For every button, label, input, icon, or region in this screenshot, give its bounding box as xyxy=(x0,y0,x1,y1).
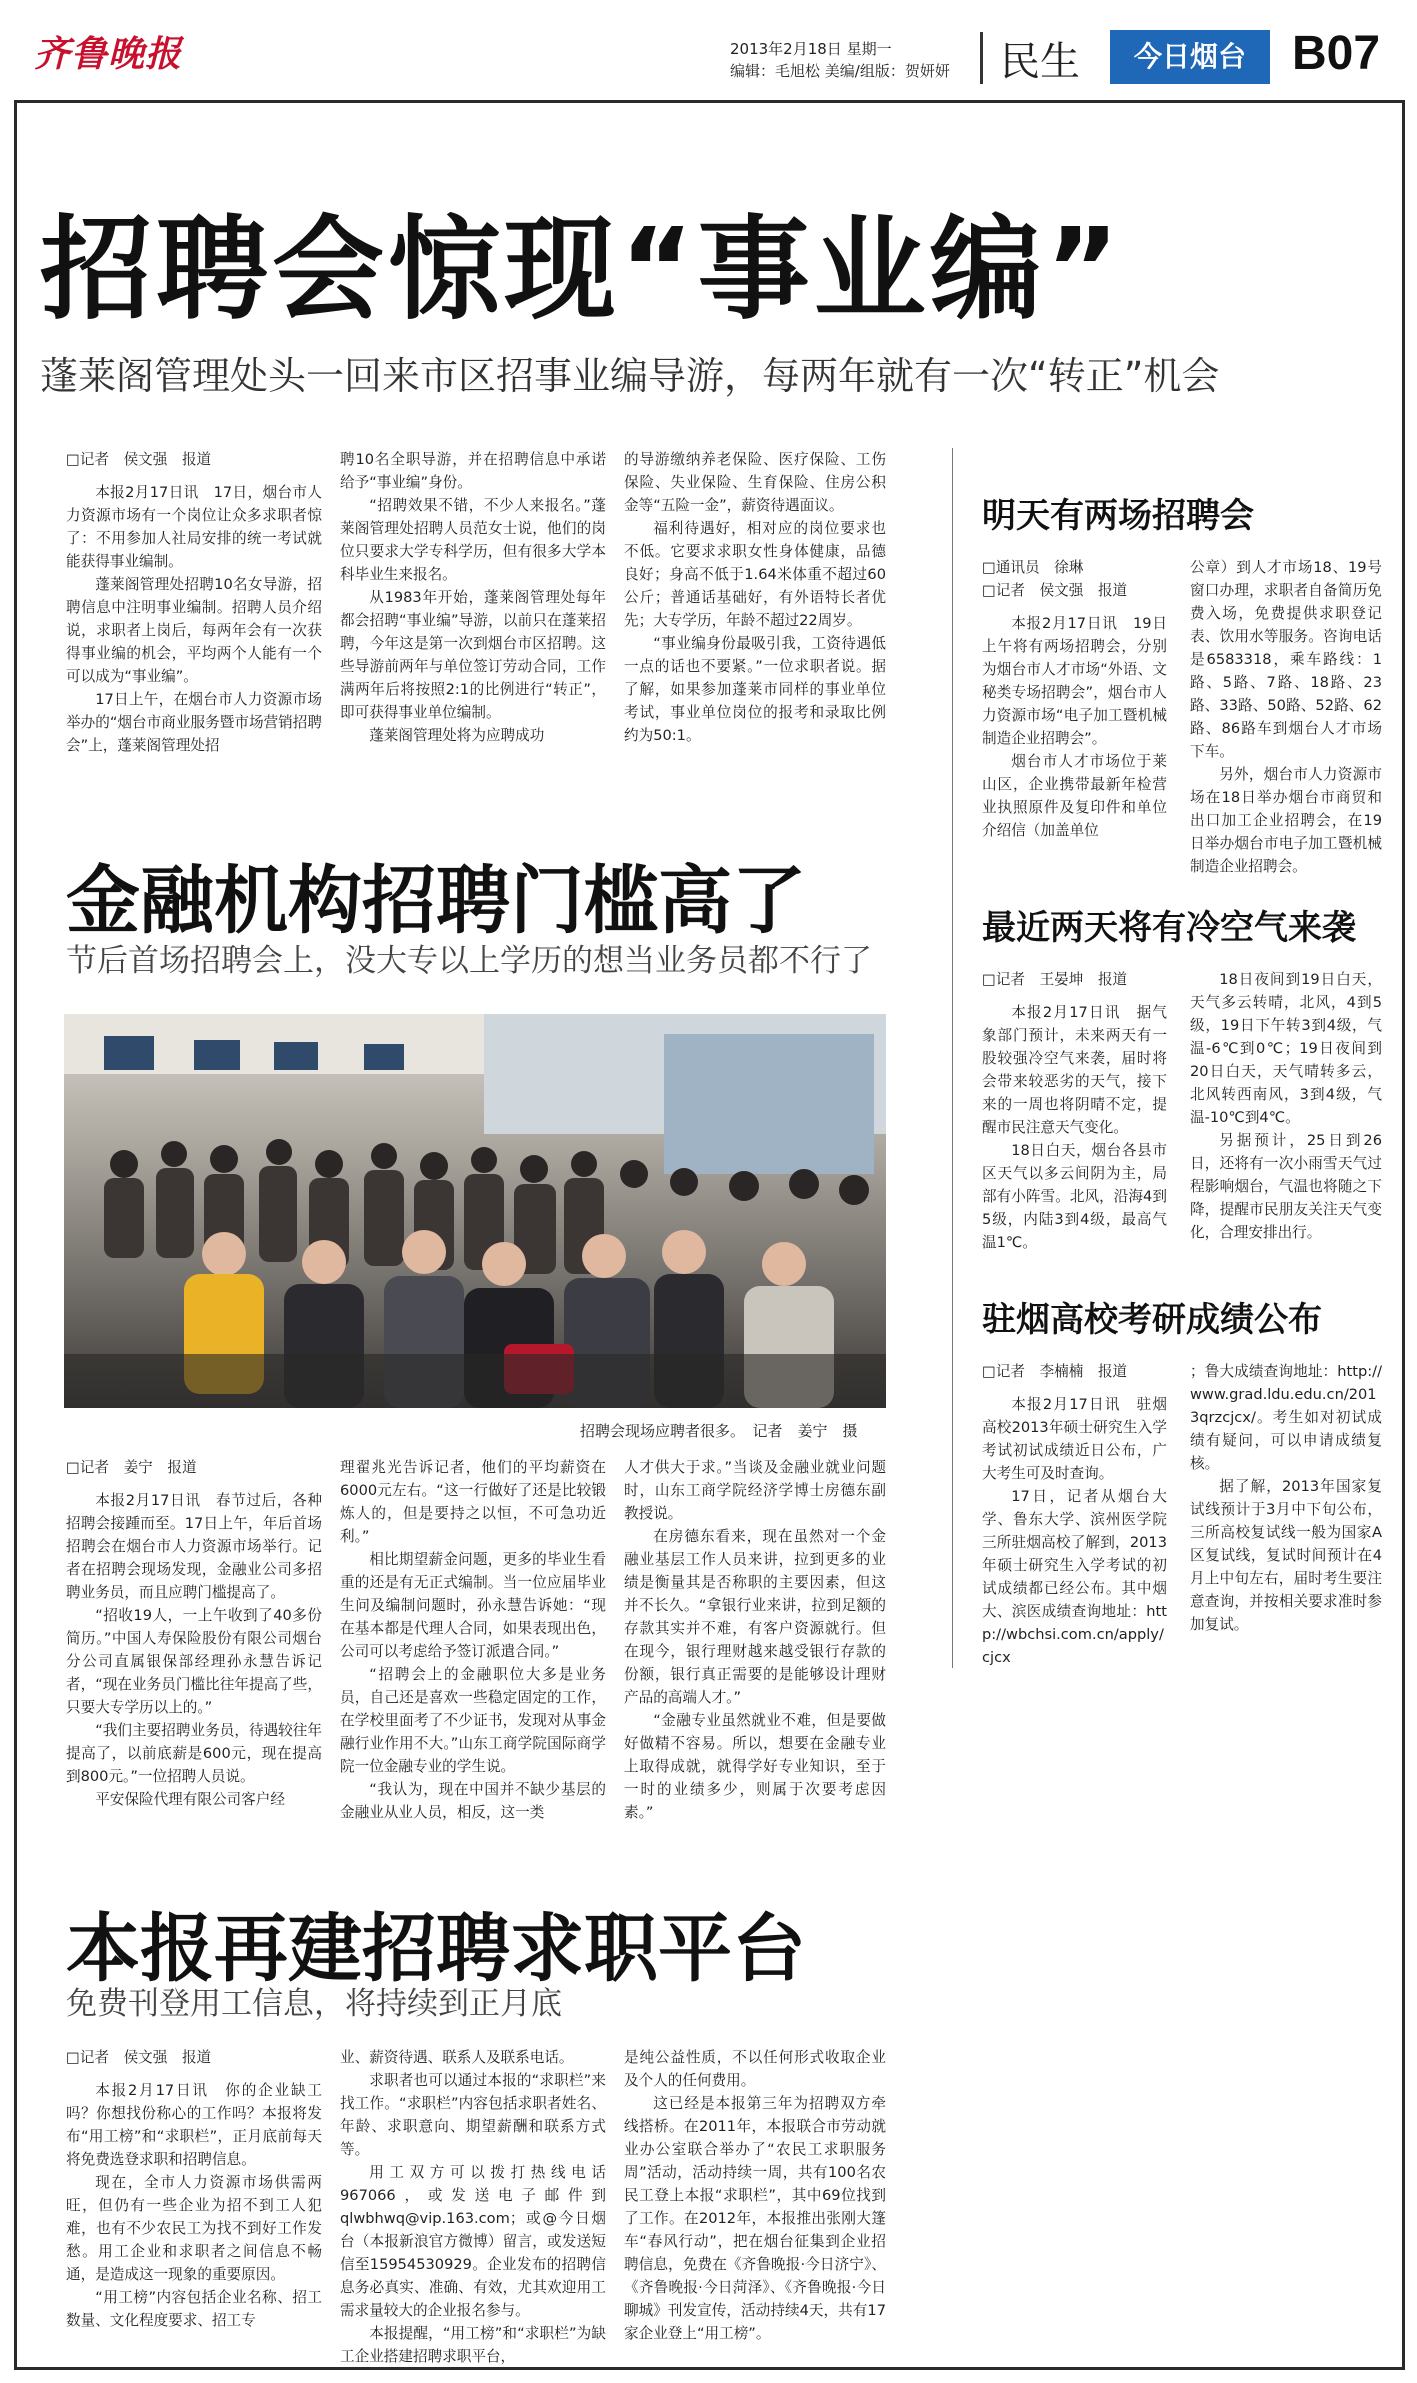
lead-subheadline: 蓬莱阁管理处头一回来市区招事业编导游，每两年就有一次“转正”机会 xyxy=(40,354,1220,398)
exam-column-1 xyxy=(982,1360,1167,1666)
newspaper-logo: 齐鲁晚报 xyxy=(34,33,183,75)
paragraph: 本报2月17日讯 据气象部门预计，未来两天有一股较强冷空气来袭，届时将会带来较恶劣的天气，接下来的一周也将阴晴不定，提醒市民注意天气变化。 xyxy=(982,1004,1167,1136)
section-name: 民生 xyxy=(1000,39,1080,85)
weather-column-2 xyxy=(1190,968,1382,1268)
photo-caption: 招聘会现场应聘者很多。 记者 姜宁 摄 xyxy=(580,1422,858,1440)
finance-column-1 xyxy=(66,1456,322,1846)
paragraph: 烟台市人才市场位于莱山区，企业携带最新年检营业执照原件及复印件和单位介绍信（加盖单位 xyxy=(982,753,1167,839)
fairs-column-2 xyxy=(1190,556,1382,875)
header-divider xyxy=(980,32,983,84)
job-fair-photo xyxy=(64,1014,886,1408)
byline: □记者 侯文强 报道 xyxy=(982,582,1128,599)
paragraph: “我认为，现在中国并不缺少基层的金融业从业人员，相反，这一类 xyxy=(340,1781,606,1821)
paragraph: 现在，全市人力资源市场供需两旺，但仍有一些企业为招不到工人犯难，也有不少农民工为找不到好工作发愁。用工企业和求职者之间信息不畅通，是造成这一现象的重要原因。 xyxy=(66,2174,322,2283)
paragraph: 求职者也可以通过本报的“求职栏”来找工作。“求职栏”内容包括求职者姓名、年龄、求职意向、期望薪酬和联系方式等。 xyxy=(340,2072,606,2158)
byline: □记者 侯文强 报道 xyxy=(66,2049,212,2066)
byline: □记者 李楠楠 报道 xyxy=(982,1363,1128,1380)
finance-headline: 金融机构招聘门槛高了 xyxy=(66,858,806,944)
weather-column-1 xyxy=(982,968,1167,1268)
paragraph: “招收19人，一上午收到了40多份简历。”中国人寿保险股份有限公司烟台分公司直属银保部经理孙永慧告诉记者，“现在业务员门槛比往年提高了些，只要大专学历以上的。” xyxy=(66,1607,322,1716)
paragraph: ；鲁大成绩查询地址：http://www.grad.ldu.edu.cn/2013qrzcjcx/。考生如对初试成绩有疑问，可以申请成绩复核。 xyxy=(1190,1363,1382,1472)
editor-credit: 编辑：毛旭松 美编/组版：贺妍妍 xyxy=(730,62,950,80)
paragraph: “用工榜”内容包括企业名称、招工数量、文化程度要求、招工专 xyxy=(66,2289,322,2329)
paragraph: 公章）到人才市场18、19号窗口办理，求职者自备简历免费入场，免费提供求职登记表、饮用水等服务。咨询电话是6583318，乘车路线：1路、5路、7路、18路、23路、33路、50路、52路、62路、86路车到烟台人才市场下车。 xyxy=(1190,559,1382,760)
finance-column-3 xyxy=(624,1456,886,1846)
paragraph: 在房德东看来，现在虽然对一个金融业基层工作人员来讲，拉到更多的业绩是衡量其是否称职的主要因素，但这并不长久。“拿银行业来讲，拉到足额的存款其实并不难，有客户资源就行。但在现今，银行理财越来越受银行存款的份额，银行真正需要的是能够设计理财产品的高端人才。” xyxy=(624,1528,886,1706)
lead-column-3 xyxy=(624,448,886,784)
byline: □通讯员 徐琳 xyxy=(982,559,1084,576)
paragraph: 理翟兆光告诉记者，他们的平均薪资在6000元左右。“这一行做好了还是比较锻炼人的，但是要持之以恒，不可急功近利。” xyxy=(340,1459,606,1545)
paragraph: 本报2月17日讯 19日上午将有两场招聘会，分别为烟台市人才市场“外语、文秘类专场招聘会”，烟台市人力资源市场“电子加工暨机械制造企业招聘会”。 xyxy=(982,615,1167,747)
byline: □记者 王晏坤 报道 xyxy=(982,971,1128,988)
platform-subheadline: 免费刊登用工信息，将持续到正月底 xyxy=(66,1986,562,2022)
paragraph: 从1983年开始，蓬莱阁管理处每年都会招聘“事业编”导游，以前只在蓬莱招聘，今年这是第一次到烟台市区招聘。这些导游前两年与单位签订劳动合同，工作满两年后将按照2:1的比例进行“转正”，即可获得事业单位编制。 xyxy=(340,589,606,721)
platform-headline: 本报再建招聘求职平台 xyxy=(66,1906,806,1992)
paragraph: 聘10名全职导游，并在招聘信息中承诺给予“事业编”身份。 xyxy=(340,451,606,491)
finance-subheadline: 节后首场招聘会上，没大专以上学历的想当业务员都不行了 xyxy=(66,943,872,979)
paragraph: 是纯公益性质，不以任何形式收取企业及个人的任何费用。 xyxy=(624,2049,886,2089)
section-tag: 今日烟台 xyxy=(1110,30,1270,84)
platform-column-2 xyxy=(340,2046,606,2365)
paragraph: 另据预计，25日到26日，还将有一次小雨雪天气过程影响烟台，气温也将随之下降，提醒市民朋友关注天气变化，合理安排出行。 xyxy=(1190,1132,1382,1241)
paragraph: 福利待遇好，相对应的岗位要求也不低。它要求求职女性身体健康，品德良好；身高不低于1.64米体重不超过60公斤；普通话基础好，有外语特长者优先；大专学历，年龄不超过22周岁。 xyxy=(624,520,886,629)
lead-headline: 招聘会惊现“事业编” xyxy=(40,205,1124,335)
finance-column-2 xyxy=(340,1456,606,1846)
paragraph: 另外，烟台市人力资源市场在18日举办烟台市商贸和出口加工企业招聘会，在19日举办烟台市电子加工暨机械制造企业招聘会。 xyxy=(1190,766,1382,875)
paragraph: 本报2月17日讯 春节过后，各种招聘会接踵而至。17日上午，年后首场招聘会在烟台市人力资源市场举行。记者在招聘会现场发现，金融业公司多招聘业务员，而且应聘门槛提高了。 xyxy=(66,1492,322,1601)
lead-column-1 xyxy=(66,448,322,784)
paragraph: 的导游缴纳养老保险、医疗保险、工伤保险、失业保险、生育保险、住房公积金等“五险一金”，薪资待遇面议。 xyxy=(624,451,886,514)
paragraph: 平安保险代理有限公司客户经 xyxy=(95,1791,285,1808)
paragraph: “金融专业虽然就业不难，但是要做好做精不容易。所以，想要在金融专业上取得成就，就得学好专业知识，至于一时的业绩多少，则属于次要考虑因素。” xyxy=(624,1712,886,1821)
column-divider xyxy=(952,448,953,1668)
byline: □记者 侯文强 报道 xyxy=(66,451,212,468)
paragraph: 18日夜间到19日白天，天气多云转晴，北风，4到5级，19日下午转3到4级，气温-6℃到0℃；19日夜间到20日白天，天气晴转多云，北风转西南风，3到4级，气温-10℃到4℃。 xyxy=(1190,971,1382,1126)
paragraph: 这已经是本报第三年为招聘双方牵线搭桥。在2011年，本报联合市劳动就业办公室联合举办了“农民工求职服务周”活动，活动持续一周，共有100名农民工登上本报“求职栏”，其中69位找到了工作。在2012年，本报推出张刚大篷车“春风行动”，把在烟台征集到企业招聘信息，免费在《齐鲁晚报·今日济宁》、《齐鲁晚报·今日菏泽》、《齐鲁晚报·今日聊城》刊发宣传，活动持续4天，共有17家企业登上“用工榜”。 xyxy=(624,2095,886,2342)
paragraph: 据了解，2013年国家复试线预计于3月中下旬公布，三所高校复试线一般为国家A区复试线，复试时间预计在4月上中旬左右，届时考生要注意查询，并按相关要求准时参加复试。 xyxy=(1190,1478,1382,1633)
header-meta xyxy=(730,38,950,82)
paragraph: 相比期望薪金问题，更多的毕业生看重的还是有无正式编制。当一位应届毕业生问及编制问题时，孙永慧告诉她：“现在基本都是代理人合同，如果表现出色，公司可以考虑给予签订派遣合同。” xyxy=(340,1551,606,1660)
crowd-photo-illustration xyxy=(64,1014,886,1408)
byline: □记者 姜宁 报道 xyxy=(66,1459,197,1476)
paragraph: “事业编身份最吸引我，工资待遇低一点的话也不要紧。”一位求职者说。据了解，如果参加蓬莱市同样的事业单位考试，事业单位岗位的报考和录取比例约为50:1。 xyxy=(624,635,886,744)
paragraph: 本报2月17日讯 驻烟高校2013年硕士研究生入学考试初试成绩近日公布，广大考生可及时查询。 xyxy=(982,1396,1167,1482)
lead-column-2 xyxy=(340,448,606,784)
paragraph: 18日白天，烟台各县市区天气以多云间阴为主，局部有小阵雪。北风，沿海4到5级，内陆3到4级，最高气温1℃。 xyxy=(982,1142,1167,1251)
weather-headline: 最近两天将有冷空气来袭 xyxy=(982,908,1356,948)
paragraph: “招聘效果不错，不少人来报名。”蓬莱阁管理处招聘人员范女士说，他们的岗位只要求大学专科学历，但有很多大学本科毕业生来报名。 xyxy=(340,497,606,583)
paragraph: 蓬莱阁管理处招聘10名女导游，招聘信息中注明事业编制。招聘人员介绍说，求职者上岗后，每两年会有一次获得事业编的机会，平均两个人能有一个可以成为“事业编”。 xyxy=(66,576,322,685)
page-header xyxy=(0,0,1417,96)
paragraph: 业、薪资待遇、联系人及联系电话。 xyxy=(340,2049,574,2066)
paragraph: 本报2月17日讯 你的企业缺工吗？你想找份称心的工作吗？本报将发布“用工榜”和“求职栏”，正月底前每天将免费选登求职和招聘信息。 xyxy=(66,2082,322,2168)
platform-column-1 xyxy=(66,2046,322,2356)
exam-headline: 驻烟高校考研成绩公布 xyxy=(982,1300,1322,1340)
platform-column-3 xyxy=(624,2046,886,2356)
fairs-headline: 明天有两场招聘会 xyxy=(982,496,1254,536)
fairs-column-1 xyxy=(982,556,1167,856)
paragraph: 本报2月17日讯 17日，烟台市人力资源市场有一个岗位让众多求职者惊了：不用参加人社局安排的统一考试就能获得事业编制。 xyxy=(66,484,322,570)
paragraph: 人才供大于求。”当谈及金融业就业问题时，山东工商学院经济学博士房德东副教授说。 xyxy=(624,1459,886,1522)
issue-date: 2013年2月18日 星期一 xyxy=(730,40,892,58)
paragraph: “我们主要招聘业务员，待遇较往年提高了，以前底薪是600元，现在提高到800元。”一位招聘人员说。 xyxy=(66,1722,322,1785)
paragraph: 17日上午，在烟台市人力资源市场举办的“烟台市商业服务暨市场营销招聘会”上，蓬莱阁管理处招 xyxy=(66,691,322,754)
paragraph: 蓬莱阁管理处将为应聘成功 xyxy=(369,727,545,744)
paragraph: 用工双方可以拨打热线电话967066，或发送电子邮件到qlwbhwq@vip.163.com；或@今日烟台（本报新浪官方微博）留言，或发送短信至15954530929。企业发布的招聘信息务必真实、准确、有效，尤其欢迎用工需求量较大的企业报名参与。 xyxy=(340,2164,606,2319)
page-number: B07 xyxy=(1292,27,1381,80)
paragraph: 17日，记者从烟台大学、鲁东大学、滨州医学院三所驻烟高校了解到，2013年硕士研究生入学考试的初试成绩都已经公布。其中烟大、滨医成绩查询地址：http://wbchsi.com.cn/apply/cjcx xyxy=(982,1488,1167,1666)
paragraph: 本报提醒，“用工榜”和“求职栏”为缺工企业搭建招聘求职平台， xyxy=(340,2325,606,2365)
exam-column-2 xyxy=(1190,1360,1382,1650)
paragraph: “招聘会上的金融职位大多是业务员，自己还是喜欢一些稳定固定的工作，在学校里面考了不少证书，发现对从事金融行业作用不大。”山东工商学院国际商学院一位金融专业的学生说。 xyxy=(340,1666,606,1775)
